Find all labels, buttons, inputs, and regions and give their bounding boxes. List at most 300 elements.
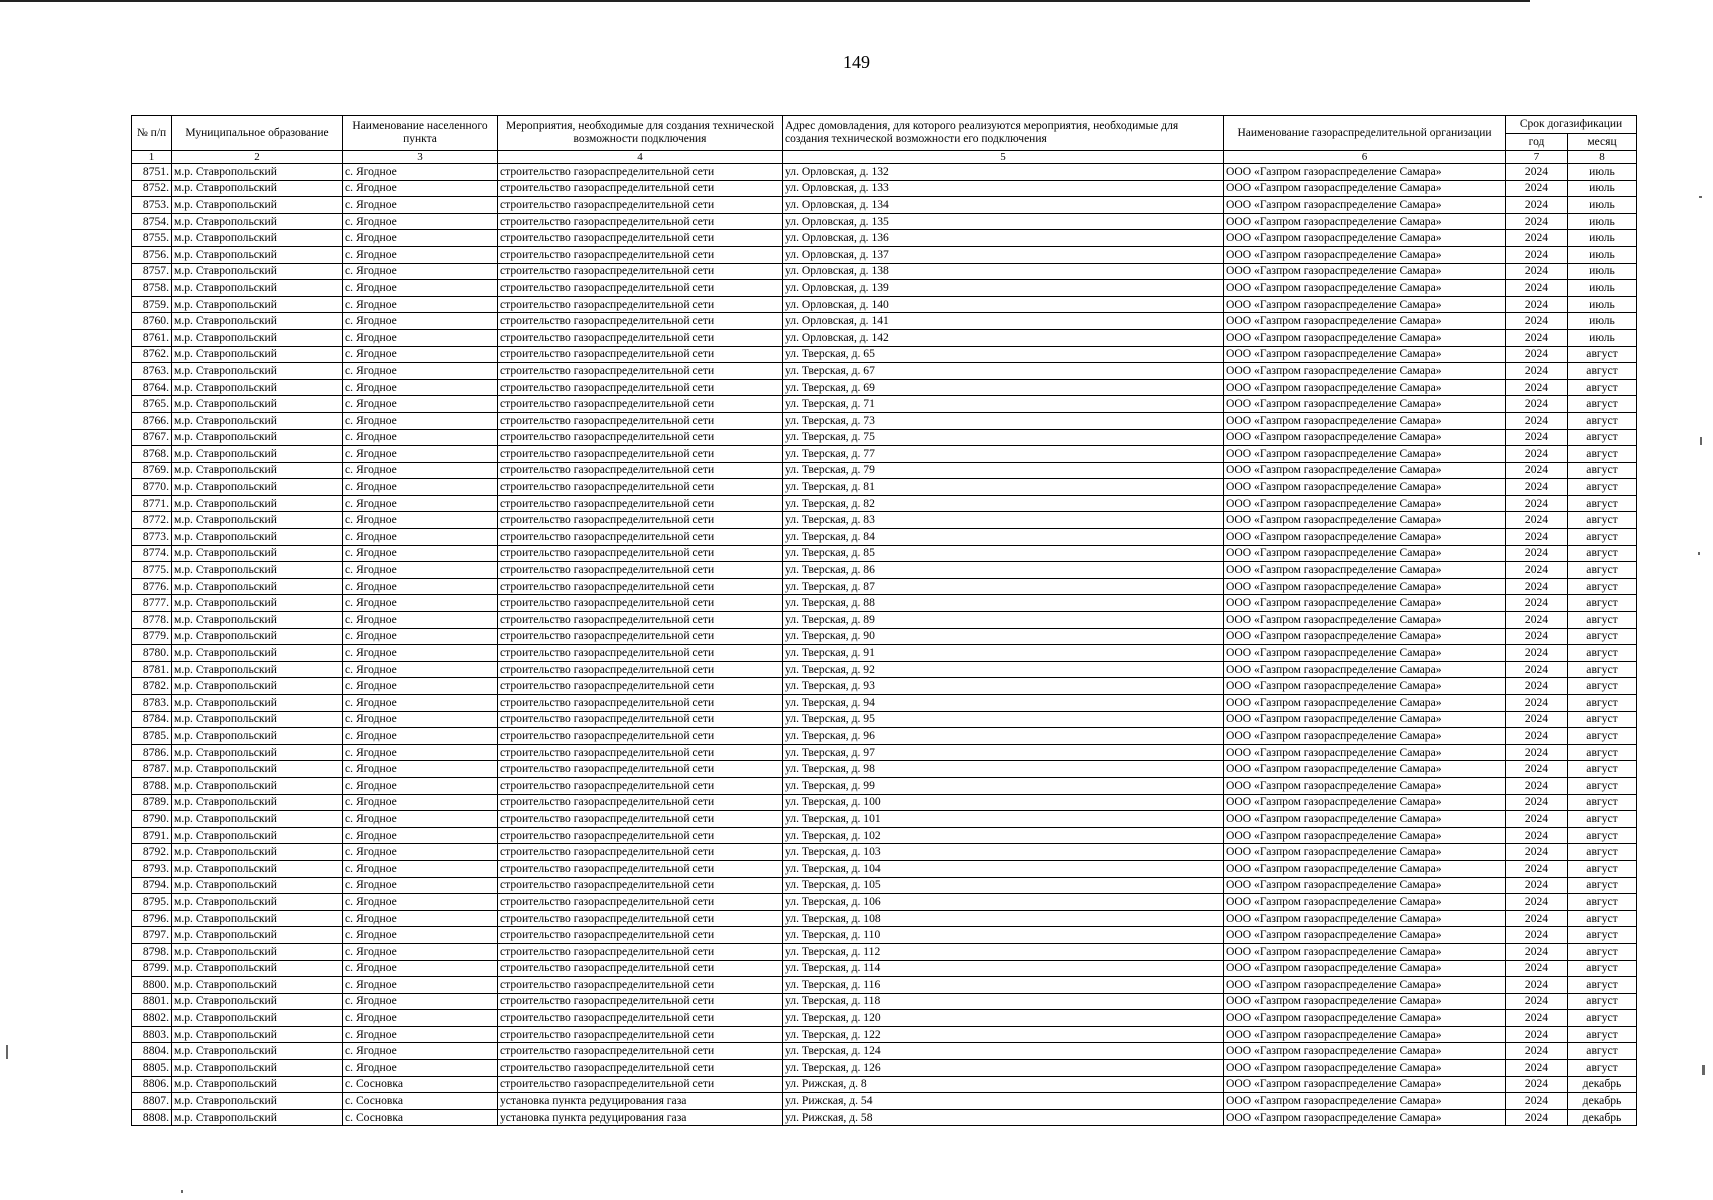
municipality-cell: м.р. Ставропольский bbox=[172, 230, 343, 247]
table-row bbox=[132, 329, 1637, 346]
row-number: 8765. bbox=[132, 396, 172, 413]
measure-cell: строительство газораспределительной сети bbox=[498, 512, 783, 529]
row-number: 8759. bbox=[132, 296, 172, 313]
table-row bbox=[132, 180, 1637, 197]
address-cell: ул. Тверская, д. 79 bbox=[783, 462, 1224, 479]
municipality-cell: м.р. Ставропольский bbox=[172, 827, 343, 844]
municipality-cell: м.р. Ставропольский bbox=[172, 860, 343, 877]
settlement-cell: с. Сосновка bbox=[343, 1109, 498, 1126]
row-number: 8797. bbox=[132, 927, 172, 944]
month-cell: август bbox=[1568, 1060, 1637, 1077]
address-cell: ул. Орловская, д. 138 bbox=[783, 263, 1224, 280]
organization-cell: ООО «Газпром газораспределение Самара» bbox=[1224, 363, 1506, 380]
municipality-cell: м.р. Ставропольский bbox=[172, 927, 343, 944]
year-cell: 2024 bbox=[1506, 1010, 1568, 1027]
row-number: 8758. bbox=[132, 280, 172, 297]
organization-cell: ООО «Газпром газораспределение Самара» bbox=[1224, 180, 1506, 197]
table-body bbox=[132, 164, 1637, 1126]
year-cell: 2024 bbox=[1506, 230, 1568, 247]
address-cell: ул. Орловская, д. 137 bbox=[783, 246, 1224, 263]
scan-speck bbox=[1702, 1065, 1705, 1075]
measure-cell: строительство газораспределительной сети bbox=[498, 645, 783, 662]
year-cell: 2024 bbox=[1506, 628, 1568, 645]
month-cell: август bbox=[1568, 429, 1637, 446]
year-cell: 2024 bbox=[1506, 728, 1568, 745]
address-cell: ул. Орловская, д. 136 bbox=[783, 230, 1224, 247]
municipality-cell: м.р. Ставропольский bbox=[172, 180, 343, 197]
settlement-cell: с. Ягодное bbox=[343, 313, 498, 330]
measure-cell: строительство газораспределительной сети bbox=[498, 695, 783, 712]
measure-cell: строительство газораспределительной сети bbox=[498, 280, 783, 297]
settlement-cell: с. Ягодное bbox=[343, 180, 498, 197]
table-row bbox=[132, 512, 1637, 529]
municipality-cell: м.р. Ставропольский bbox=[172, 346, 343, 363]
organization-cell: ООО «Газпром газораспределение Самара» bbox=[1224, 860, 1506, 877]
municipality-cell: м.р. Ставропольский bbox=[172, 628, 343, 645]
measure-cell: установка пункта редуцирования газа bbox=[498, 1109, 783, 1126]
municipality-cell: м.р. Ставропольский bbox=[172, 396, 343, 413]
address-cell: ул. Орловская, д. 141 bbox=[783, 313, 1224, 330]
address-cell: ул. Тверская, д. 90 bbox=[783, 628, 1224, 645]
month-cell: август bbox=[1568, 860, 1637, 877]
table-row bbox=[132, 645, 1637, 662]
municipality-cell: м.р. Ставропольский bbox=[172, 811, 343, 828]
month-cell: август bbox=[1568, 545, 1637, 562]
measure-cell: строительство газораспределительной сети bbox=[498, 1060, 783, 1077]
year-cell: 2024 bbox=[1506, 263, 1568, 280]
table-row bbox=[132, 977, 1637, 994]
address-cell: ул. Тверская, д. 92 bbox=[783, 661, 1224, 678]
measure-cell: строительство газораспределительной сети bbox=[498, 164, 783, 181]
municipality-cell: м.р. Ставропольский bbox=[172, 1060, 343, 1077]
settlement-cell: с. Ягодное bbox=[343, 761, 498, 778]
address-cell: ул. Орловская, д. 134 bbox=[783, 197, 1224, 214]
address-cell: ул. Тверская, д. 100 bbox=[783, 794, 1224, 811]
header-address: Адрес домовладения, для которого реализуются мероприятия, необходимые для создания технической возможности его подключения bbox=[783, 116, 1224, 151]
month-cell: август bbox=[1568, 777, 1637, 794]
settlement-cell: с. Сосновка bbox=[343, 1076, 498, 1093]
table-row bbox=[132, 412, 1637, 429]
month-cell: август bbox=[1568, 761, 1637, 778]
measure-cell: строительство газораспределительной сети bbox=[498, 197, 783, 214]
table-row bbox=[132, 943, 1637, 960]
year-cell: 2024 bbox=[1506, 1043, 1568, 1060]
municipality-cell: м.р. Ставропольский bbox=[172, 678, 343, 695]
address-cell: ул. Тверская, д. 106 bbox=[783, 894, 1224, 911]
address-cell: ул. Тверская, д. 82 bbox=[783, 495, 1224, 512]
table-row bbox=[132, 695, 1637, 712]
organization-cell: ООО «Газпром газораспределение Самара» bbox=[1224, 744, 1506, 761]
measure-cell: строительство газораспределительной сети bbox=[498, 628, 783, 645]
year-cell: 2024 bbox=[1506, 612, 1568, 629]
year-cell: 2024 bbox=[1506, 645, 1568, 662]
row-number: 8793. bbox=[132, 860, 172, 877]
year-cell: 2024 bbox=[1506, 844, 1568, 861]
year-cell: 2024 bbox=[1506, 910, 1568, 927]
scan-top-edge bbox=[0, 0, 1530, 2]
row-number: 8753. bbox=[132, 197, 172, 214]
table-row bbox=[132, 678, 1637, 695]
settlement-cell: с. Ягодное bbox=[343, 927, 498, 944]
measure-cell: строительство газораспределительной сети bbox=[498, 1010, 783, 1027]
year-cell: 2024 bbox=[1506, 960, 1568, 977]
settlement-cell: с. Ягодное bbox=[343, 695, 498, 712]
year-cell: 2024 bbox=[1506, 180, 1568, 197]
measure-cell: строительство газораспределительной сети bbox=[498, 346, 783, 363]
measure-cell: строительство газораспределительной сети bbox=[498, 479, 783, 496]
measure-cell: строительство газораспределительной сети bbox=[498, 811, 783, 828]
month-cell: август bbox=[1568, 894, 1637, 911]
address-cell: ул. Тверская, д. 86 bbox=[783, 562, 1224, 579]
row-number: 8804. bbox=[132, 1043, 172, 1060]
row-number: 8790. bbox=[132, 811, 172, 828]
address-cell: ул. Тверская, д. 120 bbox=[783, 1010, 1224, 1027]
table-row bbox=[132, 263, 1637, 280]
address-cell: ул. Орловская, д. 142 bbox=[783, 329, 1224, 346]
organization-cell: ООО «Газпром газораспределение Самара» bbox=[1224, 794, 1506, 811]
settlement-cell: с. Ягодное bbox=[343, 1060, 498, 1077]
municipality-cell: м.р. Ставропольский bbox=[172, 462, 343, 479]
municipality-cell: м.р. Ставропольский bbox=[172, 1076, 343, 1093]
row-number: 8766. bbox=[132, 412, 172, 429]
row-number: 8798. bbox=[132, 943, 172, 960]
scan-speck bbox=[1700, 437, 1702, 445]
address-cell: ул. Тверская, д. 91 bbox=[783, 645, 1224, 662]
measure-cell: строительство газораспределительной сети bbox=[498, 927, 783, 944]
year-cell: 2024 bbox=[1506, 678, 1568, 695]
year-cell: 2024 bbox=[1506, 1109, 1568, 1126]
month-cell: июль bbox=[1568, 296, 1637, 313]
address-cell: ул. Орловская, д. 135 bbox=[783, 213, 1224, 230]
measure-cell: строительство газораспределительной сети bbox=[498, 379, 783, 396]
table-row bbox=[132, 794, 1637, 811]
organization-cell: ООО «Газпром газораспределение Самара» bbox=[1224, 728, 1506, 745]
organization-cell: ООО «Газпром газораспределение Самара» bbox=[1224, 213, 1506, 230]
organization-cell: ООО «Газпром газораспределение Самара» bbox=[1224, 446, 1506, 463]
address-cell: ул. Тверская, д. 73 bbox=[783, 412, 1224, 429]
row-number: 8794. bbox=[132, 877, 172, 894]
table-row bbox=[132, 728, 1637, 745]
organization-cell: ООО «Газпром газораспределение Самара» bbox=[1224, 761, 1506, 778]
organization-cell: ООО «Газпром газораспределение Самара» bbox=[1224, 578, 1506, 595]
measure-cell: строительство газораспределительной сети bbox=[498, 894, 783, 911]
year-cell: 2024 bbox=[1506, 329, 1568, 346]
year-cell: 2024 bbox=[1506, 877, 1568, 894]
settlement-cell: с. Ягодное bbox=[343, 246, 498, 263]
organization-cell: ООО «Газпром газораспределение Самара» bbox=[1224, 545, 1506, 562]
address-cell: ул. Тверская, д. 69 bbox=[783, 379, 1224, 396]
measure-cell: строительство газораспределительной сети bbox=[498, 562, 783, 579]
table-row bbox=[132, 230, 1637, 247]
organization-cell: ООО «Газпром газораспределение Самара» bbox=[1224, 412, 1506, 429]
row-number: 8789. bbox=[132, 794, 172, 811]
row-number: 8756. bbox=[132, 246, 172, 263]
month-cell: август bbox=[1568, 977, 1637, 994]
settlement-cell: с. Ягодное bbox=[343, 794, 498, 811]
row-number: 8761. bbox=[132, 329, 172, 346]
settlement-cell: с. Ягодное bbox=[343, 429, 498, 446]
row-number: 8791. bbox=[132, 827, 172, 844]
year-cell: 2024 bbox=[1506, 313, 1568, 330]
measure-cell: строительство газораспределительной сети bbox=[498, 661, 783, 678]
settlement-cell: с. Ягодное bbox=[343, 1043, 498, 1060]
table-row bbox=[132, 529, 1637, 546]
organization-cell: ООО «Газпром газораспределение Самара» bbox=[1224, 346, 1506, 363]
address-cell: ул. Тверская, д. 71 bbox=[783, 396, 1224, 413]
measure-cell: строительство газораспределительной сети bbox=[498, 213, 783, 230]
organization-cell: ООО «Газпром газораспределение Самара» bbox=[1224, 529, 1506, 546]
settlement-cell: с. Ягодное bbox=[343, 164, 498, 181]
municipality-cell: м.р. Ставропольский bbox=[172, 612, 343, 629]
municipality-cell: м.р. Ставропольский bbox=[172, 562, 343, 579]
year-cell: 2024 bbox=[1506, 363, 1568, 380]
table-row bbox=[132, 993, 1637, 1010]
settlement-cell: с. Ягодное bbox=[343, 777, 498, 794]
address-cell: ул. Тверская, д. 77 bbox=[783, 446, 1224, 463]
measure-cell: строительство газораспределительной сети bbox=[498, 612, 783, 629]
row-number: 8763. bbox=[132, 363, 172, 380]
year-cell: 2024 bbox=[1506, 993, 1568, 1010]
address-cell: ул. Тверская, д. 67 bbox=[783, 363, 1224, 380]
municipality-cell: м.р. Ставропольский bbox=[172, 495, 343, 512]
row-number: 8801. bbox=[132, 993, 172, 1010]
row-number: 8757. bbox=[132, 263, 172, 280]
address-cell: ул. Рижская, д. 8 bbox=[783, 1076, 1224, 1093]
month-cell: август bbox=[1568, 960, 1637, 977]
month-cell: июль bbox=[1568, 263, 1637, 280]
month-cell: август bbox=[1568, 993, 1637, 1010]
organization-cell: ООО «Газпром газораспределение Самара» bbox=[1224, 512, 1506, 529]
municipality-cell: м.р. Ставропольский bbox=[172, 164, 343, 181]
organization-cell: ООО «Газпром газораспределение Самара» bbox=[1224, 379, 1506, 396]
table-row bbox=[132, 811, 1637, 828]
measure-cell: строительство газораспределительной сети bbox=[498, 263, 783, 280]
address-cell: ул. Тверская, д. 116 bbox=[783, 977, 1224, 994]
table-row bbox=[132, 844, 1637, 861]
organization-cell: ООО «Газпром газораспределение Самара» bbox=[1224, 595, 1506, 612]
row-number: 8806. bbox=[132, 1076, 172, 1093]
row-number: 8795. bbox=[132, 894, 172, 911]
settlement-cell: с. Ягодное bbox=[343, 744, 498, 761]
settlement-cell: с. Ягодное bbox=[343, 595, 498, 612]
year-cell: 2024 bbox=[1506, 412, 1568, 429]
gasification-table bbox=[131, 115, 1637, 1126]
row-number: 8783. bbox=[132, 695, 172, 712]
measure-cell: строительство газораспределительной сети bbox=[498, 545, 783, 562]
address-cell: ул. Тверская, д. 93 bbox=[783, 678, 1224, 695]
month-cell: август bbox=[1568, 728, 1637, 745]
year-cell: 2024 bbox=[1506, 794, 1568, 811]
row-number: 8764. bbox=[132, 379, 172, 396]
year-cell: 2024 bbox=[1506, 860, 1568, 877]
row-number: 8779. bbox=[132, 628, 172, 645]
settlement-cell: с. Ягодное bbox=[343, 263, 498, 280]
settlement-cell: с. Ягодное bbox=[343, 960, 498, 977]
table-row bbox=[132, 246, 1637, 263]
row-number: 8782. bbox=[132, 678, 172, 695]
year-cell: 2024 bbox=[1506, 827, 1568, 844]
measure-cell: строительство газораспределительной сети bbox=[498, 761, 783, 778]
year-cell: 2024 bbox=[1506, 977, 1568, 994]
month-cell: июль bbox=[1568, 180, 1637, 197]
year-cell: 2024 bbox=[1506, 562, 1568, 579]
year-cell: 2024 bbox=[1506, 246, 1568, 263]
month-cell: август bbox=[1568, 695, 1637, 712]
address-cell: ул. Рижская, д. 54 bbox=[783, 1093, 1224, 1110]
measure-cell: строительство газораспределительной сети bbox=[498, 1076, 783, 1093]
settlement-cell: с. Ягодное bbox=[343, 1010, 498, 1027]
row-number: 8760. bbox=[132, 313, 172, 330]
organization-cell: ООО «Газпром газораспределение Самара» bbox=[1224, 396, 1506, 413]
table-row bbox=[132, 1010, 1637, 1027]
table-row bbox=[132, 711, 1637, 728]
row-number: 8799. bbox=[132, 960, 172, 977]
row-number: 8807. bbox=[132, 1093, 172, 1110]
measure-cell: строительство газораспределительной сети bbox=[498, 578, 783, 595]
row-number: 8770. bbox=[132, 479, 172, 496]
measure-cell: строительство газораспределительной сети bbox=[498, 296, 783, 313]
organization-cell: ООО «Газпром газораспределение Самара» bbox=[1224, 263, 1506, 280]
table-row bbox=[132, 164, 1637, 181]
row-number: 8776. bbox=[132, 578, 172, 595]
row-number: 8754. bbox=[132, 213, 172, 230]
address-cell: ул. Тверская, д. 88 bbox=[783, 595, 1224, 612]
organization-cell: ООО «Газпром газораспределение Самара» bbox=[1224, 1010, 1506, 1027]
table-row bbox=[132, 545, 1637, 562]
measure-cell: строительство газораспределительной сети bbox=[498, 462, 783, 479]
address-cell: ул. Тверская, д. 84 bbox=[783, 529, 1224, 546]
month-cell: июль bbox=[1568, 246, 1637, 263]
month-cell: август bbox=[1568, 562, 1637, 579]
municipality-cell: м.р. Ставропольский bbox=[172, 529, 343, 546]
organization-cell: ООО «Газпром газораспределение Самара» bbox=[1224, 910, 1506, 927]
table-row bbox=[132, 313, 1637, 330]
column-number: 2 bbox=[172, 151, 343, 164]
table-row bbox=[132, 661, 1637, 678]
municipality-cell: м.р. Ставропольский bbox=[172, 711, 343, 728]
municipality-cell: м.р. Ставропольский bbox=[172, 1010, 343, 1027]
table-row bbox=[132, 462, 1637, 479]
measure-cell: строительство газораспределительной сети bbox=[498, 910, 783, 927]
settlement-cell: с. Ягодное bbox=[343, 363, 498, 380]
header-organization: Наименование газораспределительной организации bbox=[1224, 116, 1506, 151]
row-number: 8768. bbox=[132, 446, 172, 463]
address-cell: ул. Тверская, д. 65 bbox=[783, 346, 1224, 363]
settlement-cell: с. Ягодное bbox=[343, 894, 498, 911]
settlement-cell: с. Ягодное bbox=[343, 346, 498, 363]
measure-cell: строительство газораспределительной сети bbox=[498, 495, 783, 512]
month-cell: август bbox=[1568, 1010, 1637, 1027]
settlement-cell: с. Ягодное bbox=[343, 545, 498, 562]
table-row bbox=[132, 379, 1637, 396]
municipality-cell: м.р. Ставропольский bbox=[172, 1026, 343, 1043]
settlement-cell: с. Ягодное bbox=[343, 529, 498, 546]
organization-cell: ООО «Газпром газораспределение Самара» bbox=[1224, 844, 1506, 861]
column-number: 1 bbox=[132, 151, 172, 164]
month-cell: август bbox=[1568, 794, 1637, 811]
settlement-cell: с. Ягодное bbox=[343, 612, 498, 629]
organization-cell: ООО «Газпром газораспределение Самара» bbox=[1224, 960, 1506, 977]
municipality-cell: м.р. Ставропольский bbox=[172, 446, 343, 463]
table-row bbox=[132, 628, 1637, 645]
year-cell: 2024 bbox=[1506, 446, 1568, 463]
scan-speck bbox=[1698, 552, 1700, 555]
row-number: 8778. bbox=[132, 612, 172, 629]
month-cell: август bbox=[1568, 910, 1637, 927]
table-row bbox=[132, 562, 1637, 579]
organization-cell: ООО «Газпром газораспределение Самара» bbox=[1224, 943, 1506, 960]
settlement-cell: с. Ягодное bbox=[343, 296, 498, 313]
address-cell: ул. Тверская, д. 75 bbox=[783, 429, 1224, 446]
table-row bbox=[132, 894, 1637, 911]
month-cell: август bbox=[1568, 363, 1637, 380]
month-cell: июль bbox=[1568, 230, 1637, 247]
year-cell: 2024 bbox=[1506, 595, 1568, 612]
header-num: № п/п bbox=[132, 116, 172, 151]
year-cell: 2024 bbox=[1506, 777, 1568, 794]
month-cell: август bbox=[1568, 645, 1637, 662]
measure-cell: строительство газораспределительной сети bbox=[498, 744, 783, 761]
municipality-cell: м.р. Ставропольский bbox=[172, 1093, 343, 1110]
table-row bbox=[132, 595, 1637, 612]
month-cell: август bbox=[1568, 396, 1637, 413]
address-cell: ул. Тверская, д. 85 bbox=[783, 545, 1224, 562]
municipality-cell: м.р. Ставропольский bbox=[172, 910, 343, 927]
settlement-cell: с. Ягодное bbox=[343, 213, 498, 230]
month-cell: август bbox=[1568, 1026, 1637, 1043]
measure-cell: установка пункта редуцирования газа bbox=[498, 1093, 783, 1110]
table-row bbox=[132, 827, 1637, 844]
organization-cell: ООО «Газпром газораспределение Самара» bbox=[1224, 993, 1506, 1010]
settlement-cell: с. Ягодное bbox=[343, 230, 498, 247]
table-row bbox=[132, 1026, 1637, 1043]
organization-cell: ООО «Газпром газораспределение Самара» bbox=[1224, 678, 1506, 695]
month-cell: август bbox=[1568, 346, 1637, 363]
column-number-row bbox=[132, 151, 1637, 164]
row-number: 8762. bbox=[132, 346, 172, 363]
address-cell: ул. Тверская, д. 118 bbox=[783, 993, 1224, 1010]
table-row bbox=[132, 213, 1637, 230]
address-cell: ул. Тверская, д. 104 bbox=[783, 860, 1224, 877]
municipality-cell: м.р. Ставропольский bbox=[172, 661, 343, 678]
address-cell: ул. Тверская, д. 97 bbox=[783, 744, 1224, 761]
year-cell: 2024 bbox=[1506, 346, 1568, 363]
organization-cell: ООО «Газпром газораспределение Самара» bbox=[1224, 479, 1506, 496]
measure-cell: строительство газораспределительной сети bbox=[498, 777, 783, 794]
header-month: месяц bbox=[1568, 134, 1637, 151]
row-number: 8755. bbox=[132, 230, 172, 247]
table-row bbox=[132, 910, 1637, 927]
month-cell: июль bbox=[1568, 329, 1637, 346]
column-number: 5 bbox=[783, 151, 1224, 164]
row-number: 8780. bbox=[132, 645, 172, 662]
month-cell: август bbox=[1568, 578, 1637, 595]
year-cell: 2024 bbox=[1506, 578, 1568, 595]
year-cell: 2024 bbox=[1506, 927, 1568, 944]
scan-speck bbox=[6, 1045, 8, 1059]
municipality-cell: м.р. Ставропольский bbox=[172, 313, 343, 330]
municipality-cell: м.р. Ставропольский bbox=[172, 280, 343, 297]
table-row bbox=[132, 860, 1637, 877]
municipality-cell: м.р. Ставропольский bbox=[172, 728, 343, 745]
year-cell: 2024 bbox=[1506, 512, 1568, 529]
municipality-cell: м.р. Ставропольский bbox=[172, 794, 343, 811]
address-cell: ул. Тверская, д. 83 bbox=[783, 512, 1224, 529]
address-cell: ул. Тверская, д. 108 bbox=[783, 910, 1224, 927]
year-cell: 2024 bbox=[1506, 545, 1568, 562]
address-cell: ул. Тверская, д. 99 bbox=[783, 777, 1224, 794]
organization-cell: ООО «Газпром газораспределение Самара» bbox=[1224, 562, 1506, 579]
